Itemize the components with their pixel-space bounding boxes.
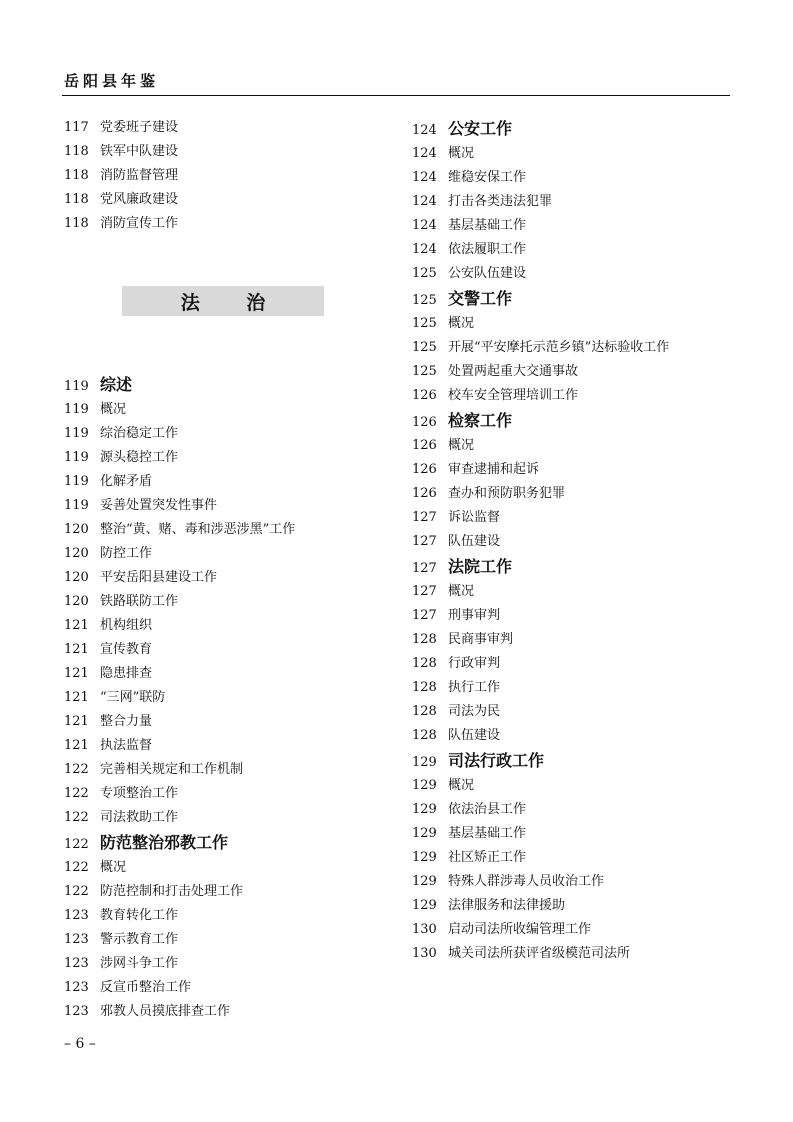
toc-page-number: 125 [412,316,437,331]
toc-entry-title: 诉讼监督 [448,510,501,525]
toc-entry [64,904,334,928]
toc-entry [64,140,334,164]
toc-entry-title: 涉网斗争工作 [100,956,179,971]
toc-section-title: 综述 [100,375,133,394]
toc-page-number: 119 [64,450,89,465]
toc-entry [64,542,334,566]
toc-entry [412,724,732,748]
section-banner: 法 治 [122,286,324,316]
toc-page-number: 129 [412,802,437,817]
toc-page-number: 122 [64,884,89,899]
toc-entry-title: 行政审判 [448,656,501,671]
toc-entry-title: 概况 [448,438,475,453]
toc-page-number: 127 [412,608,437,623]
toc-page-number: 126 [412,415,437,430]
toc-page-number: 123 [64,1004,89,1019]
toc-section-title: 检察工作 [448,411,513,430]
toc-entry [412,434,732,458]
running-header: 岳阳县年鉴 [64,72,160,90]
toc-entry [412,530,732,554]
toc-entry [64,856,334,880]
toc-entry [64,976,334,1000]
toc-entry-title: 刑事审判 [448,608,501,623]
toc-entry [64,164,334,188]
page-number: – 6 – [64,1036,96,1052]
toc-entry [412,506,732,530]
toc-entry [412,628,732,652]
toc-entry [64,212,334,236]
toc-entry [412,458,732,482]
toc-entry-title: 教育转化工作 [100,908,179,923]
toc-page-number: 122 [64,837,89,852]
toc-entry [64,518,334,542]
toc-entry [64,952,334,976]
toc-section-heading [64,372,334,398]
toc-page-number: 118 [64,144,89,159]
toc-entry [412,238,732,262]
toc-entry [412,482,732,506]
toc-entry [64,662,334,686]
toc-entry-title: 隐患排查 [100,666,153,681]
toc-page-number: 121 [64,618,89,633]
toc-entry [64,446,334,470]
toc-entry-title: 整治“黄、赌、毒和涉恶涉黑”工作 [100,522,296,537]
toc-entry-title: 防控工作 [100,546,153,561]
toc-entry-title: 特殊人群涉毒人员收治工作 [448,874,605,889]
toc-page-number: 123 [64,932,89,947]
toc-page-number: 119 [64,498,89,513]
toc-page-number: 129 [412,755,437,770]
toc-page-number: 118 [64,168,89,183]
toc-entry-title: 概况 [448,146,475,161]
toc-entry [64,398,334,422]
toc-page-number: 126 [412,486,437,501]
toc-page-number: 126 [412,462,437,477]
toc-entry-title: 平安岳阳县建设工作 [100,570,218,585]
toc-entry-title: 依法治县工作 [448,802,527,817]
toc-page-number: 127 [412,534,437,549]
toc-entry [412,384,732,408]
toc-entry [412,142,732,166]
toc-page-number: 128 [412,632,437,647]
toc-entry [64,494,334,518]
toc-entry-title: 防范控制和打击处理工作 [100,884,244,899]
toc-page-number: 118 [64,216,89,231]
toc-page-number: 125 [412,266,437,281]
toc-section-title: 法院工作 [448,557,513,576]
toc-list-right [412,116,732,966]
header-rule [62,95,730,96]
toc-page-number: 119 [64,402,89,417]
toc-page-number: 129 [412,778,437,793]
toc-entry-title: 启动司法所收编管理工作 [448,922,592,937]
toc-entry [64,638,334,662]
toc-page-number: 129 [412,898,437,913]
toc-entry [64,470,334,494]
toc-page-number: 126 [412,438,437,453]
toc-entry [412,846,732,870]
toc-entry [64,188,334,212]
toc-page-number: 120 [64,522,89,537]
toc-entry-title: “三网”联防 [100,690,166,705]
toc-entry-title: 民商事审判 [448,632,514,647]
toc-page-number: 130 [412,922,437,937]
toc-page-number: 128 [412,680,437,695]
toc-page-number: 124 [412,218,437,233]
toc-entry-title: 党风廉政建设 [100,192,179,207]
toc-entry [412,580,732,604]
toc-page-number: 127 [412,561,437,576]
toc-page-number: 126 [412,388,437,403]
toc-page-number: 125 [412,364,437,379]
toc-left-column [64,116,334,1024]
toc-entry [64,928,334,952]
toc-page-number: 124 [412,242,437,257]
toc-entry-title: 依法履职工作 [448,242,527,257]
toc-page-number: 124 [412,123,437,138]
toc-entry-title: 维稳安保工作 [448,170,527,185]
toc-page-number: 123 [64,908,89,923]
toc-entry [64,116,334,140]
toc-page-number: 121 [64,714,89,729]
toc-entry-title: 警示教育工作 [100,932,179,947]
toc-page-number: 128 [412,656,437,671]
toc-entry [412,822,732,846]
toc-page-number: 119 [64,379,89,394]
toc-entry [412,676,732,700]
toc-page-number: 121 [64,666,89,681]
toc-entry-title: 邪教人员摸底排查工作 [100,1004,231,1019]
toc-entry [64,422,334,446]
toc-entry-title: 综治稳定工作 [100,426,179,441]
toc-entry-title: 法律服务和法律援助 [448,898,566,913]
toc-page-number: 124 [412,170,437,185]
toc-entry-title: 概况 [100,860,127,875]
toc-page-number: 129 [412,826,437,841]
toc-entry [64,686,334,710]
toc-entry-title: 审查逮捕和起诉 [448,462,540,477]
toc-entry [64,880,334,904]
toc-entry-title: 概况 [448,778,475,793]
toc-entry-title: 基层基础工作 [448,218,527,233]
toc-page-number: 127 [412,584,437,599]
toc-entry [412,894,732,918]
toc-section-heading [412,408,732,434]
toc-page-number: 120 [64,594,89,609]
toc-entry-title: 源头稳控工作 [100,450,179,465]
toc-entry-title: 社区矫正工作 [448,850,527,865]
toc-page-number: 125 [412,293,437,308]
toc-entry [412,918,732,942]
toc-entry-title: 校车安全管理培训工作 [448,388,579,403]
toc-page-number: 119 [64,426,89,441]
toc-section-heading [412,286,732,312]
toc-page-number: 129 [412,850,437,865]
toc-entry-title: 整合力量 [100,714,153,729]
toc-entry-title: 妥善处置突发性事件 [100,498,218,513]
toc-page-number: 117 [64,120,89,135]
toc-page-number: 128 [412,704,437,719]
toc-entry [64,590,334,614]
toc-entry-title: 司法救助工作 [100,810,179,825]
toc-page-number: 121 [64,690,89,705]
toc-entry-title: 机构组织 [100,618,153,633]
toc-entry-title: 基层基础工作 [448,826,527,841]
toc-entry [64,1000,334,1024]
toc-section-title: 防范整治邪教工作 [100,833,229,852]
toc-section-heading [64,830,334,856]
toc-page-number: 118 [64,192,89,207]
toc-entry [64,782,334,806]
toc-page-number: 121 [64,738,89,753]
toc-entry [64,734,334,758]
toc-entry-title: 铁军中队建设 [100,144,179,159]
toc-entry-title: 队伍建设 [448,728,501,743]
toc-entry-title: 打击各类违法犯罪 [448,194,553,209]
toc-entry [412,336,732,360]
toc-list-bottom [64,372,334,1024]
toc-entry-title: 开展“平安摩托示范乡镇”达标验收工作 [448,340,670,355]
toc-entry-title: 执法监督 [100,738,153,753]
toc-list-top [64,116,334,236]
toc-page-number: 122 [64,810,89,825]
toc-entry [412,360,732,384]
toc-entry-title: 公安队伍建设 [448,266,527,281]
toc-entry [412,262,732,286]
toc-entry-title: 完善相关规定和工作机制 [100,762,244,777]
toc-entry-title: 反宣币整治工作 [100,980,192,995]
toc-entry [412,798,732,822]
toc-entry-title: 司法为民 [448,704,501,719]
toc-page-number: 121 [64,642,89,657]
toc-page-number: 127 [412,510,437,525]
toc-page-number: 130 [412,946,437,961]
toc-page-number: 119 [64,474,89,489]
toc-entry-title: 消防宣传工作 [100,216,179,231]
toc-page-number: 122 [64,786,89,801]
banner-spacer [64,316,334,372]
toc-entry [64,566,334,590]
toc-page-number: 125 [412,340,437,355]
toc-entry [64,614,334,638]
toc-entry-title: 执行工作 [448,680,501,695]
toc-page-number: 128 [412,728,437,743]
toc-section-title: 司法行政工作 [448,751,545,770]
toc-page-number: 123 [64,956,89,971]
toc-entry [64,758,334,782]
toc-entry [64,806,334,830]
toc-entry-title: 消防监督管理 [100,168,179,183]
toc-page-number: 124 [412,146,437,161]
toc-entry-title: 队伍建设 [448,534,501,549]
toc-entry [412,312,732,336]
toc-entry [412,870,732,894]
toc-entry-title: 专项整治工作 [100,786,179,801]
toc-page-number: 122 [64,762,89,777]
toc-page-number: 124 [412,194,437,209]
toc-entry [412,214,732,238]
toc-entry-title: 党委班子建设 [100,120,179,135]
toc-entry [412,774,732,798]
toc-page-number: 120 [64,570,89,585]
toc-entry [412,604,732,628]
toc-entry-title: 处置两起重大交通事故 [448,364,579,379]
toc-section-title: 交警工作 [448,289,513,308]
toc-page-number: 122 [64,860,89,875]
toc-entry-title: 铁路联防工作 [100,594,179,609]
toc-entry [412,652,732,676]
toc-entry [412,190,732,214]
toc-entry [64,710,334,734]
toc-entry [412,700,732,724]
toc-entry-title: 概况 [100,402,127,417]
toc-entry-title: 化解矛盾 [100,474,153,489]
toc-page-number: 120 [64,546,89,561]
toc-page-number: 129 [412,874,437,889]
toc-right-column [412,116,732,966]
toc-entry [412,166,732,190]
toc-section-heading [412,554,732,580]
toc-entry-title: 概况 [448,584,475,599]
toc-entry [412,942,732,966]
toc-entry-title: 概况 [448,316,475,331]
toc-section-heading [412,116,732,142]
toc-entry-title: 城关司法所获评省级模范司法所 [448,946,631,961]
toc-page-number: 123 [64,980,89,995]
toc-entry-title: 宣传教育 [100,642,153,657]
toc-section-title: 公安工作 [448,119,513,138]
toc-section-heading [412,748,732,774]
toc-entry-title: 查办和预防职务犯罪 [448,486,566,501]
